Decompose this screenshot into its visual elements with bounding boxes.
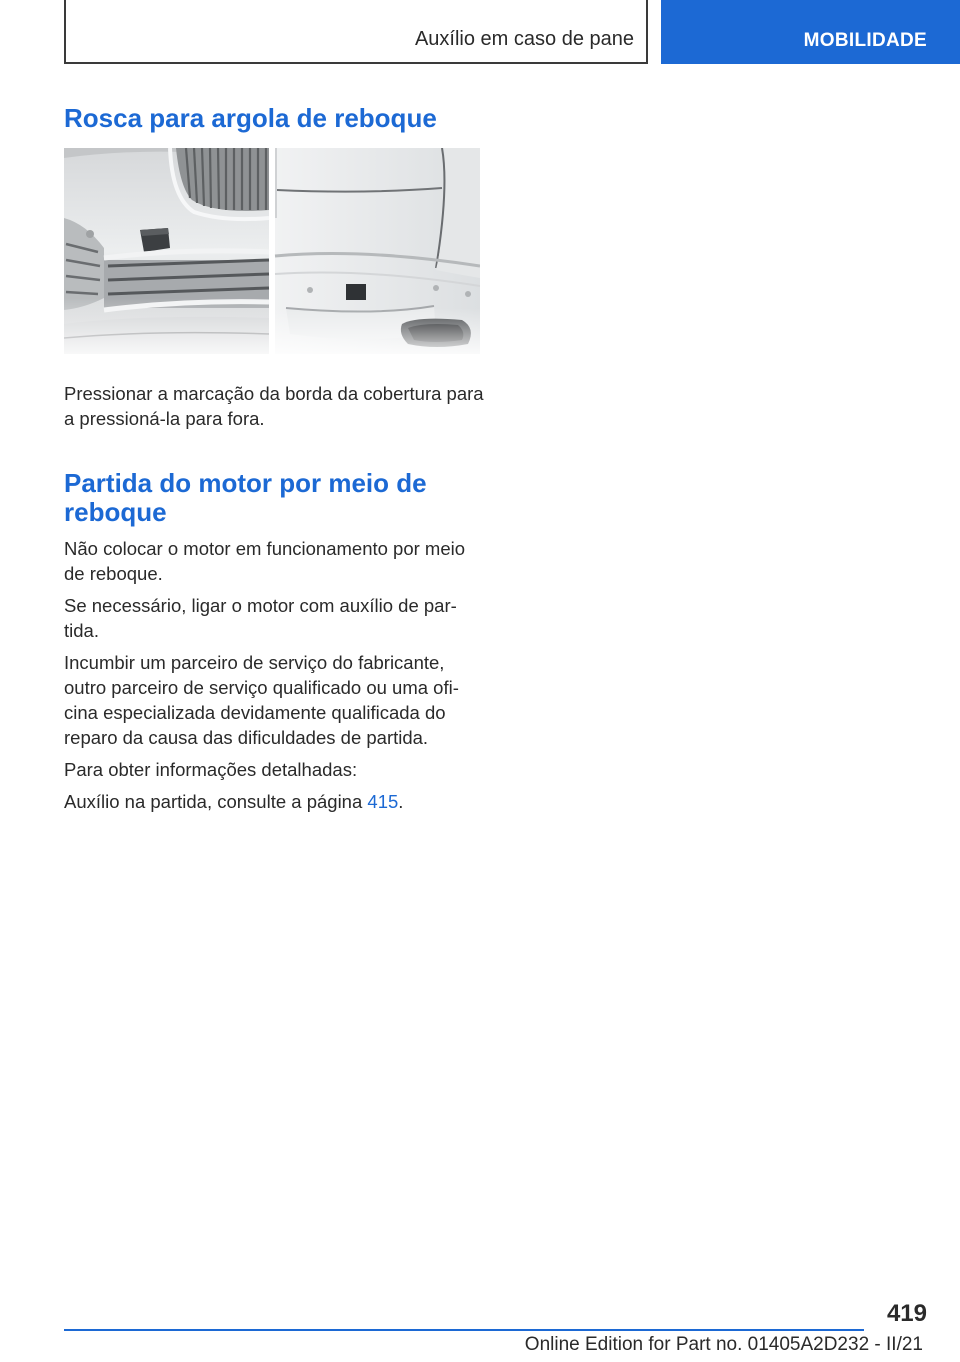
tow-eye-instruction: Pressionar a marcação da borda da cobertura para a pressioná-la para fora. (64, 383, 484, 429)
chapter-title: Auxílio em caso de pane (414, 28, 634, 50)
cross-reference-end: . (398, 791, 404, 812)
page-link-415[interactable]: 415 (367, 791, 399, 812)
rear-bumper-panel (275, 148, 480, 354)
section-tab[interactable] (661, 0, 960, 64)
footer-edition: Online Edition for Part no. 01405A2D232 - II/21 (524, 1334, 923, 1355)
paragraph-more-info: Para obter informações detalhadas: (64, 759, 358, 780)
section-heading-tow-start: Partida do motor por meio de reboque (64, 468, 427, 527)
paragraph-no-tow-start: Não colocar o motor em funcionamento por meio de reboque. (64, 538, 466, 584)
section-tab-label: MOBILIDADE (803, 30, 927, 51)
section-heading-tow-eye: Rosca para argola de reboque (64, 103, 437, 133)
cross-reference (64, 789, 484, 814)
paragraph-service-partner: Incumbir um parceiro de serviço do fabricante, outro parceiro de serviço qualificado ou uma ofi-cina especializada devidamente qualificada do reparo da causa das dificuldades de partida. (64, 652, 459, 748)
page-number: 419 (886, 1300, 927, 1327)
footer-divider (64, 1329, 864, 1331)
cross-reference-text: Auxílio na partida, consulte a página (64, 791, 368, 812)
tow-eye-cover-figure (64, 148, 480, 354)
front-bumper-panel (64, 148, 269, 354)
running-header (64, 0, 648, 64)
paragraph-jump-start: Se necessário, ligar o motor com auxílio de par-tida. (64, 595, 457, 641)
